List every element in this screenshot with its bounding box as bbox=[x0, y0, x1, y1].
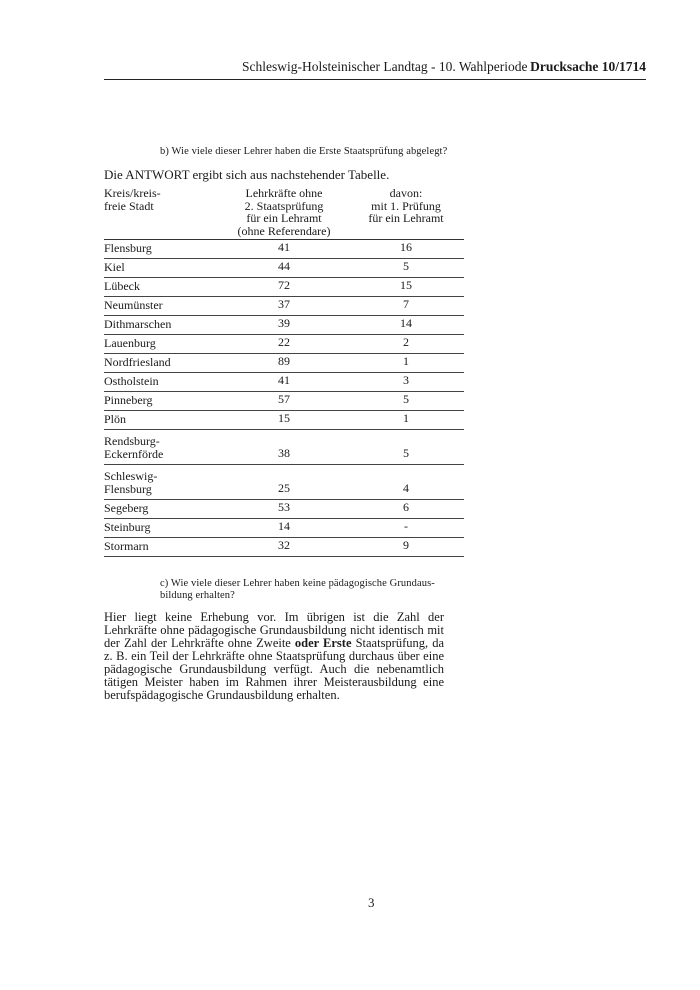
table-row bbox=[104, 430, 464, 465]
teachers-count: 57 bbox=[278, 392, 290, 406]
data-table bbox=[104, 187, 464, 557]
table-row bbox=[104, 297, 464, 316]
district-name: Stormarn bbox=[104, 539, 149, 553]
district-name: Schleswig- Flensburg bbox=[104, 469, 158, 496]
district-name: Steinburg bbox=[104, 520, 151, 534]
question-b: b) Wie viele dieser Lehrer haben die Erste Staatsprüfung abgelegt? bbox=[160, 146, 448, 157]
table-row bbox=[104, 316, 464, 335]
table-row bbox=[104, 373, 464, 392]
first-exam-count: 6 bbox=[403, 500, 409, 514]
header-teachers: Lehrkräfte ohne 2. Staatsprüfung für ein Lehramt (ohne Referendare) bbox=[237, 186, 331, 238]
first-exam-count: 5 bbox=[403, 259, 409, 273]
document-number: Drucksache 10/1714 bbox=[530, 59, 646, 74]
page-header bbox=[104, 59, 646, 80]
answer-c-bold: oder Erste bbox=[294, 636, 352, 650]
table-row bbox=[104, 240, 464, 259]
district-name: Lauenburg bbox=[104, 336, 156, 350]
district-name: Lübeck bbox=[104, 279, 140, 293]
teachers-count: 41 bbox=[278, 373, 290, 387]
teachers-count: 25 bbox=[278, 481, 290, 495]
table-row bbox=[104, 335, 464, 354]
table-row bbox=[104, 538, 464, 557]
answer-intro: Die ANTWORT ergibt sich aus nachstehender Tabelle. bbox=[104, 167, 390, 182]
table-row bbox=[104, 500, 464, 519]
answer-c-part2: Staatsprüfung, da z. B. ein Teil der Lehrkräfte ohne Staatsprüfung durchaus über eine pädagogische Grundausbildung verfügt. Auch die nebenamtlich tätigen Meister haben im Rahmen ihrer Meisterausbildung eine berufspädagogische Grundausbildung erhalten. bbox=[104, 636, 444, 702]
district-name: Nordfriesland bbox=[104, 355, 171, 369]
district-name: Dithmarschen bbox=[104, 317, 172, 331]
table-row bbox=[104, 465, 464, 500]
district-name: Neumünster bbox=[104, 298, 163, 312]
teachers-count: 41 bbox=[278, 240, 290, 254]
header-title: Schleswig-Holsteinischer Landtag - 10. Wahlperiode bbox=[242, 59, 528, 74]
first-exam-count: 7 bbox=[403, 297, 409, 311]
teachers-count: 14 bbox=[278, 519, 290, 533]
teachers-count: 53 bbox=[278, 500, 290, 514]
first-exam-count: 5 bbox=[403, 392, 409, 406]
teachers-count: 38 bbox=[278, 446, 290, 460]
first-exam-count: 1 bbox=[403, 354, 409, 368]
table-header bbox=[104, 187, 464, 240]
first-exam-count: 16 bbox=[400, 240, 412, 254]
table-row bbox=[104, 354, 464, 373]
first-exam-count: 14 bbox=[400, 316, 412, 330]
table-row bbox=[104, 411, 464, 430]
first-exam-count: 1 bbox=[403, 411, 409, 425]
teachers-count: 32 bbox=[278, 538, 290, 552]
teachers-count: 72 bbox=[278, 278, 290, 292]
first-exam-count: 2 bbox=[403, 335, 409, 349]
district-name: Plön bbox=[104, 412, 127, 426]
teachers-count: 22 bbox=[278, 335, 290, 349]
teachers-count: 44 bbox=[278, 259, 290, 273]
first-exam-count: - bbox=[404, 519, 408, 533]
header-first-exam: davon: mit 1. Prüfung für ein Lehramt bbox=[368, 186, 444, 225]
district-name: Ostholstein bbox=[104, 374, 159, 388]
district-name: Pinneberg bbox=[104, 393, 153, 407]
table-row bbox=[104, 392, 464, 411]
answer-c-part1: Hier liegt keine Erhebung vor. Im übrigen ist die Zahl der Lehrkräfte ohne pädagogische Grundausbildung nicht identisch mit der Zahl der Lehrkräfte ohne Zweite bbox=[104, 610, 444, 650]
table-row bbox=[104, 278, 464, 297]
first-exam-count: 9 bbox=[403, 538, 409, 552]
table-row bbox=[104, 259, 464, 278]
teachers-count: 89 bbox=[278, 354, 290, 368]
question-c: c) Wie viele dieser Lehrer haben keine pädagogische Grundaus- bildung erhalten? bbox=[160, 578, 435, 601]
teachers-count: 15 bbox=[278, 411, 290, 425]
district-name: Flensburg bbox=[104, 241, 152, 255]
header-district: Kreis/kreis- freie Stadt bbox=[104, 186, 161, 213]
district-name: Kiel bbox=[104, 260, 125, 274]
table-body bbox=[104, 240, 464, 557]
first-exam-count: 5 bbox=[403, 446, 409, 460]
first-exam-count: 15 bbox=[400, 278, 412, 292]
first-exam-count: 3 bbox=[403, 373, 409, 387]
district-name: Segeberg bbox=[104, 501, 149, 515]
answer-c-paragraph bbox=[104, 611, 444, 702]
teachers-count: 39 bbox=[278, 316, 290, 330]
first-exam-count: 4 bbox=[403, 481, 409, 495]
teachers-count: 37 bbox=[278, 297, 290, 311]
district-name: Rendsburg- Eckernförde bbox=[104, 434, 164, 461]
table-row bbox=[104, 519, 464, 538]
page-number: 3 bbox=[368, 895, 375, 910]
